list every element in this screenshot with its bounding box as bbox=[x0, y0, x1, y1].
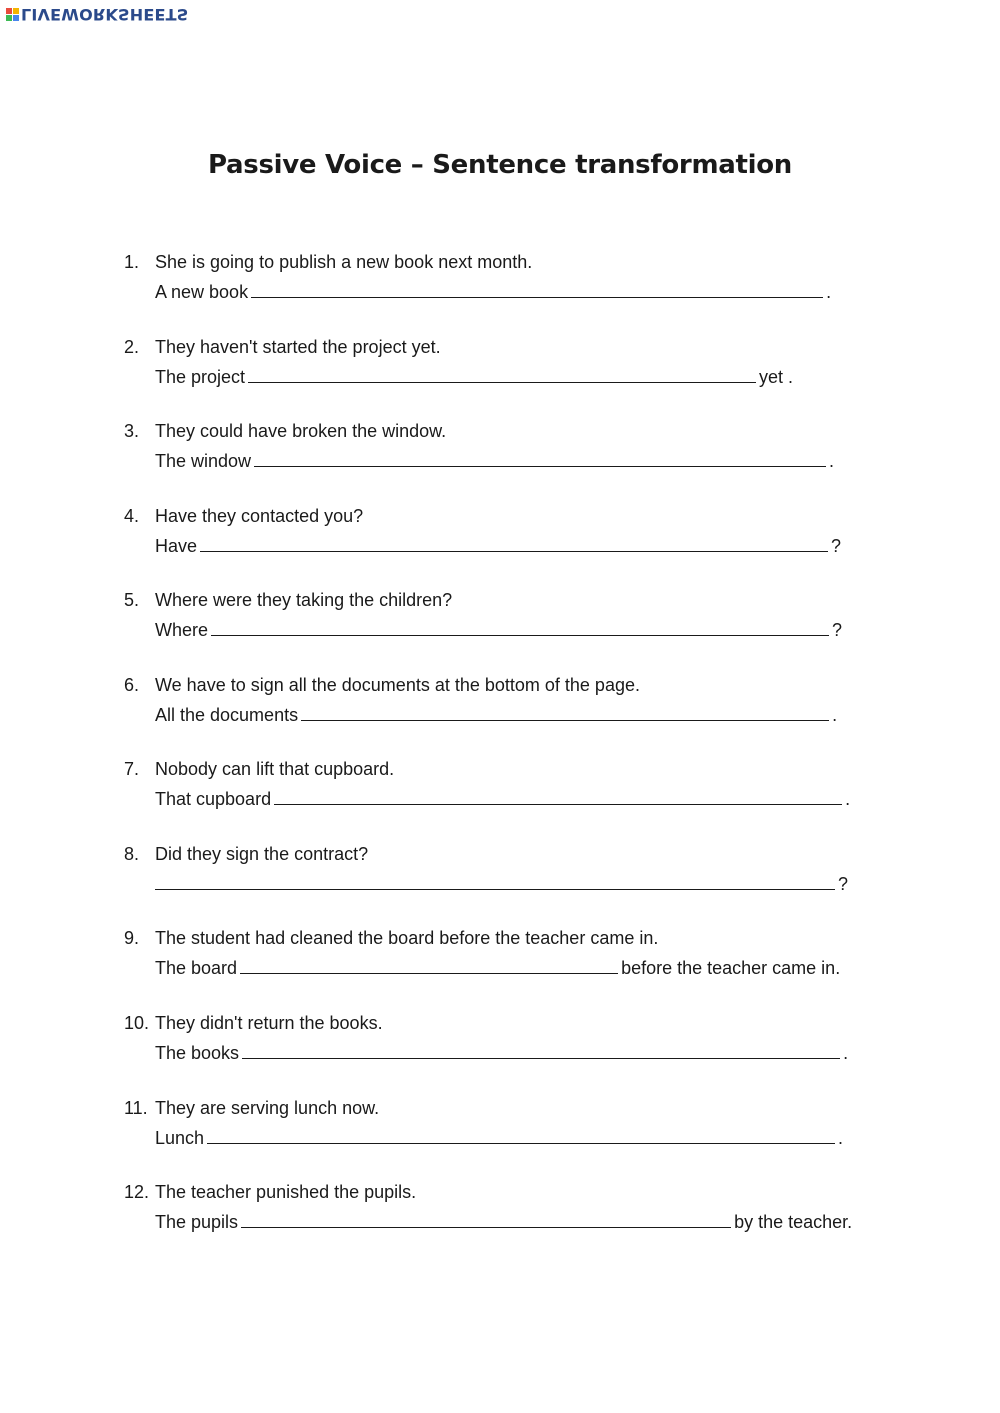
answer-line bbox=[155, 953, 840, 983]
exercise-number: 3. bbox=[124, 421, 140, 441]
answer-blank[interactable] bbox=[207, 1123, 835, 1144]
exercise-number: 11. bbox=[124, 1098, 148, 1118]
answer-end: ? bbox=[831, 536, 842, 556]
answer-start: The pupils bbox=[155, 1212, 239, 1232]
page-title: Passive Voice – Sentence transformation bbox=[208, 150, 792, 180]
answer-blank[interactable] bbox=[200, 531, 828, 552]
answer-blank[interactable] bbox=[301, 700, 829, 721]
answer-line bbox=[155, 531, 841, 561]
exercise-number: 10. bbox=[124, 1013, 150, 1033]
answer-end: by the teacher. bbox=[734, 1212, 853, 1232]
answer-start: The project bbox=[155, 367, 246, 387]
answer-start: Have bbox=[155, 536, 198, 556]
answer-blank[interactable] bbox=[240, 953, 618, 974]
exercise-number: 6. bbox=[124, 675, 140, 695]
exercise-prompt: Did they sign the contract? bbox=[155, 844, 369, 864]
answer-line bbox=[155, 1038, 848, 1068]
answer-start: Lunch bbox=[155, 1128, 205, 1148]
exercise-number: 2. bbox=[124, 337, 140, 357]
exercise-number: 9. bbox=[124, 928, 140, 948]
answer-blank[interactable] bbox=[251, 277, 823, 298]
exercise-number: 7. bbox=[124, 759, 140, 779]
exercise-number: 8. bbox=[124, 844, 140, 864]
answer-line bbox=[155, 362, 793, 392]
answer-end: . bbox=[832, 705, 838, 725]
logo-square-blue bbox=[13, 15, 19, 21]
answer-start: The window bbox=[155, 451, 252, 471]
answer-blank[interactable] bbox=[241, 1207, 731, 1228]
answer-line bbox=[155, 277, 831, 307]
answer-blank[interactable] bbox=[254, 446, 826, 467]
logo-square-green bbox=[6, 15, 12, 21]
exercise-prompt: We have to sign all the documents at the bottom of the page. bbox=[155, 675, 640, 695]
exercise-prompt: They haven't started the project yet. bbox=[155, 337, 441, 357]
answer-blank[interactable] bbox=[248, 362, 756, 383]
answer-end: . bbox=[845, 789, 851, 809]
answer-blank[interactable] bbox=[274, 784, 842, 805]
answer-end: . bbox=[843, 1043, 849, 1063]
answer-end: . bbox=[829, 451, 835, 471]
answer-end: yet . bbox=[759, 367, 794, 387]
answer-line bbox=[155, 869, 848, 899]
logo-text: LIVEWORKSHEETS bbox=[21, 4, 189, 24]
exercise-number: 4. bbox=[124, 506, 140, 526]
answer-end: . bbox=[826, 282, 832, 302]
answer-line bbox=[155, 1207, 852, 1237]
answer-end: . bbox=[838, 1128, 844, 1148]
liveworksheets-logo bbox=[6, 4, 188, 24]
exercise-prompt: She is going to publish a new book next month. bbox=[155, 252, 533, 272]
answer-start: A new book bbox=[155, 282, 249, 302]
exercise-prompt: Nobody can lift that cupboard. bbox=[155, 759, 395, 779]
exercise-number: 12. bbox=[124, 1182, 150, 1202]
answer-line bbox=[155, 700, 837, 730]
answer-start: The books bbox=[155, 1043, 240, 1063]
answer-end: ? bbox=[838, 874, 849, 894]
exercise-prompt: Have they contacted you? bbox=[155, 506, 364, 526]
exercise-prompt: They didn't return the books. bbox=[155, 1013, 383, 1033]
exercise-prompt: They could have broken the window. bbox=[155, 421, 447, 441]
answer-line bbox=[155, 615, 842, 645]
exercise-prompt: The student had cleaned the board before the teacher came in. bbox=[155, 928, 659, 948]
answer-end: ? bbox=[832, 620, 843, 640]
answer-start: That cupboard bbox=[155, 789, 272, 809]
exercise-prompt: The teacher punished the pupils. bbox=[155, 1182, 417, 1202]
answer-blank[interactable] bbox=[211, 615, 829, 636]
exercise-prompt: They are serving lunch now. bbox=[155, 1098, 380, 1118]
answer-blank[interactable] bbox=[242, 1038, 840, 1059]
exercise-number: 5. bbox=[124, 590, 140, 610]
answer-line bbox=[155, 446, 834, 476]
exercise-prompt: Where were they taking the children? bbox=[155, 590, 453, 610]
answer-end: before the teacher came in. bbox=[621, 958, 841, 978]
answer-start: The board bbox=[155, 958, 238, 978]
logo-square-red bbox=[6, 8, 12, 14]
answer-line bbox=[155, 1123, 843, 1153]
exercise-number: 1. bbox=[124, 252, 140, 272]
answer-start: Where bbox=[155, 620, 209, 640]
logo-square-yellow bbox=[13, 8, 19, 14]
logo-squares-icon bbox=[6, 8, 19, 21]
answer-blank[interactable] bbox=[155, 869, 835, 890]
answer-start: All the documents bbox=[155, 705, 299, 725]
answer-line bbox=[155, 784, 850, 814]
